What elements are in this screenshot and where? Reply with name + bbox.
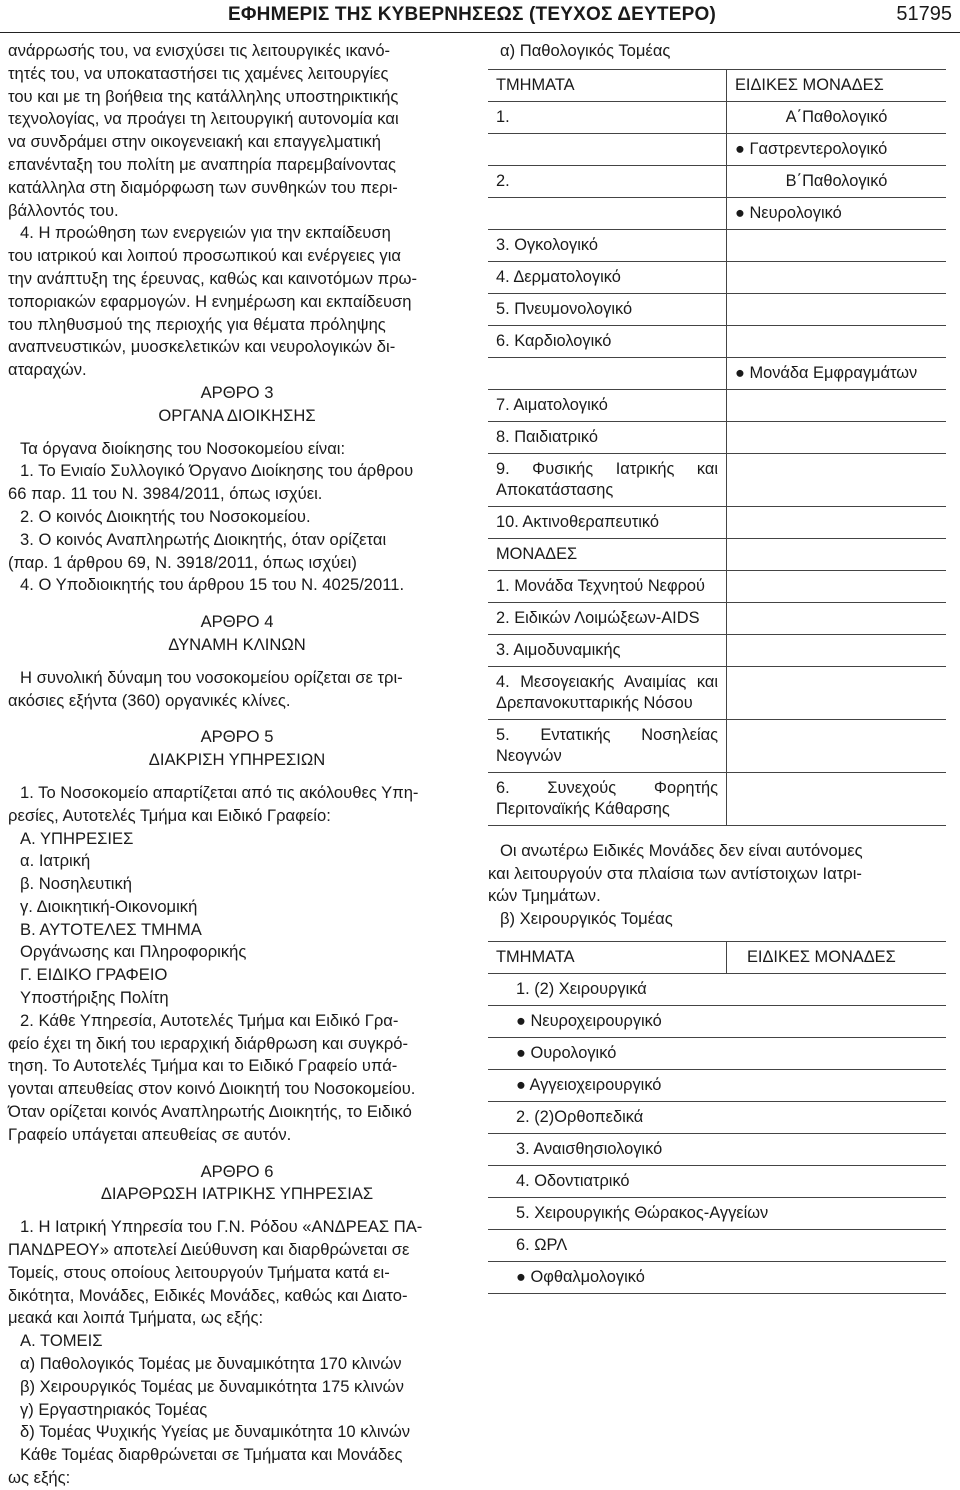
text-line: 4. Η προώθηση των ενεργειών για την εκπαίδευση xyxy=(20,223,391,243)
text-line: β) Χειρουργικός Τομέας με δυναμικότητα 175 κλινών xyxy=(20,1376,404,1396)
table-row xyxy=(488,506,946,538)
table-row xyxy=(488,1229,946,1261)
article-5-title: ΑΡΘΡΟ 5 xyxy=(200,727,274,747)
text-line: Γραφείο υπάγεται απευθείας σε αυτόν. xyxy=(8,1124,292,1144)
table-header-cell: ΤΜΗΜΑΤΑ xyxy=(488,69,727,101)
text-line: αναπνευστικών, μυοσκελετικών και νευρολογικών δι- xyxy=(8,337,396,357)
text-line: και λειτουργούν στα πλαίσια των αντίστοιχων Ιατρι- xyxy=(488,863,862,883)
text-line: μεακά και λοιπά Τμήματα, ως εξής: xyxy=(8,1308,264,1328)
text-line: Η συνολική δύναμη του νοσοκομείου ορίζεται σε τρι- xyxy=(20,667,403,687)
article-5-subtitle: ΔΙΑΚΡΙΣΗ ΥΠΗΡΕΣΙΩΝ xyxy=(148,750,326,770)
table-cell: ● Αγγειοχειρουργικό xyxy=(488,1069,946,1101)
table-cell xyxy=(727,634,947,666)
table-cell: Β΄Παθολογικό xyxy=(727,165,947,197)
table-cell: 1. xyxy=(488,101,727,133)
table-cell xyxy=(727,325,947,357)
table-header-cell: ΤΜΗΜΑΤΑ xyxy=(488,941,727,973)
table-row xyxy=(488,1197,946,1229)
table-cell: Α΄Παθολογικό xyxy=(727,101,947,133)
article-3-body xyxy=(8,438,466,598)
paragraph-education xyxy=(8,222,466,382)
text-line: α) Παθολογικός Τομέας με δυναμικότητα 170 κλινών xyxy=(20,1354,402,1374)
text-line: 4. Ο Υποδιοικητής του άρθρου 15 του Ν. 4025/2011. xyxy=(20,575,405,595)
table-cell xyxy=(727,453,947,506)
table-cell: ● Γαστρεντερολογικό xyxy=(727,133,947,165)
text-line: ως εξής: xyxy=(8,1468,71,1488)
text-line: γ. Διοικητική-Οικονομική xyxy=(20,896,198,916)
text-line: 2. Κάθε Υπηρεσία, Αυτοτελές Τμήμα και Ειδικό Γρα- xyxy=(20,1010,399,1030)
table-cell: 9. Φυσικής Ιατρικής και Αποκατάστασης xyxy=(488,453,727,506)
table-cell: 4. Οδοντιατρικό xyxy=(488,1165,946,1197)
paragraph-rehab xyxy=(8,40,466,222)
text-line: Όταν ορίζεται κοινός Αναπληρωτής Διοικητής, το Ειδικό xyxy=(8,1102,412,1122)
table-row xyxy=(488,1165,946,1197)
page-header xyxy=(0,0,960,33)
table-row xyxy=(488,602,946,634)
text-line: Α. ΥΠΗΡΕΣΙΕΣ xyxy=(20,828,134,848)
table-row xyxy=(488,165,946,197)
table-row xyxy=(488,293,946,325)
text-line: 1. Η Ιατρική Υπηρεσία του Γ.Ν. Ρόδου «ΑΝΔΡΕΑΣ ΠΑ- xyxy=(20,1217,423,1237)
text-line: του πληθυσμού της περιοχής για θέματα πρόληψης xyxy=(8,314,386,334)
article-5-body xyxy=(8,782,466,1147)
table-row xyxy=(488,1037,946,1069)
table-header-row xyxy=(488,69,946,101)
special-units-note xyxy=(488,840,950,908)
table-cell xyxy=(727,538,947,570)
table-cell xyxy=(488,197,727,229)
table-row xyxy=(488,1261,946,1293)
text-line: γ) Εργαστηριακός Τομέας xyxy=(20,1399,208,1419)
text-line: α. Ιατρική xyxy=(20,851,91,871)
table-cell xyxy=(727,602,947,634)
table-cell xyxy=(727,506,947,538)
table-row xyxy=(488,421,946,453)
article-6-title: ΑΡΘΡΟ 6 xyxy=(200,1161,274,1181)
text-line: τηση. Το Αυτοτελές Τμήμα και το Ειδικό Γραφείο υπά- xyxy=(8,1056,398,1076)
table-cell: 5. Εντατικής Νοσηλείας Νεογνών xyxy=(488,719,727,772)
page-number: 51795 xyxy=(896,3,952,25)
article-6-subtitle: ΔΙΑΡΘΡΩΣΗ ΙΑΤΡΙΚΗΣ ΥΠΗΡΕΣΙΑΣ xyxy=(100,1184,374,1204)
table-cell: 2. Ειδικών Λοιμώξεων-AIDS xyxy=(488,602,727,634)
text-line: δ) Τομέας Ψυχικής Υγείας με δυναμικότητα 10 κλινών xyxy=(20,1422,411,1442)
gazette-title: ΕΦΗΜΕΡΙΣ ΤΗΣ ΚΥΒΕΡΝΗΣΕΩΣ (ΤΕΥΧΟΣ ΔΕΥΤΕΡΟ) xyxy=(228,4,716,25)
pathology-sector-table xyxy=(488,69,946,826)
table-row xyxy=(488,570,946,602)
table-cell: 7. Αιματολογικό xyxy=(488,389,727,421)
table-cell xyxy=(727,719,947,772)
text-line: 3. Ο κοινός Αναπληρωτής Διοικητής, όταν ορίζεται xyxy=(20,529,387,549)
table-cell: 2. xyxy=(488,165,727,197)
table-header-cell: ΕΙΔΙΚΕΣ ΜΟΝΑΔΕΣ xyxy=(727,69,947,101)
table-cell xyxy=(488,357,727,389)
text-line: 2. Ο κοινός Διοικητής του Νοσοκομείου. xyxy=(20,506,311,526)
text-line: Τομείς, στους οποίους λειτουργούν Τμήματα κατά ει- xyxy=(8,1262,390,1282)
text-line: τοποριακών εφαρμογών. Η ενημέρωση και εκπαίδευση xyxy=(8,291,412,311)
article-3-title: ΑΡΘΡΟ 3 xyxy=(200,382,274,402)
text-line: φείο έχει τη δική του ιεραρχική διάρθρωση και συγκρό- xyxy=(8,1033,409,1053)
text-line: ρεσίες, Αυτοτελές Τμήμα και Ειδικό Γραφείο: xyxy=(8,805,331,825)
table-header-row xyxy=(488,941,946,973)
table-cell xyxy=(488,133,727,165)
text-line: κατάλληλα στη διαμόρφωση των συνθηκών του περι- xyxy=(8,177,398,197)
text-line: Γ. ΕΙΔΙΚΟ ΓΡΑΦΕΙΟ xyxy=(20,965,168,985)
table-row xyxy=(488,666,946,719)
text-line: (παρ. 1 άρθρου 69, Ν. 3918/2011, όπως ισχύει) xyxy=(8,552,357,572)
table-row xyxy=(488,101,946,133)
table-row xyxy=(488,634,946,666)
table-row xyxy=(488,772,946,825)
table-row xyxy=(488,1005,946,1037)
table-header-cell: ΕΙΔΙΚΕΣ ΜΟΝΑΔΕΣ xyxy=(727,941,947,973)
table-row xyxy=(488,389,946,421)
text-line: επανένταξη του πολίτη με αναπηρία παρεμβαίνοντας xyxy=(8,154,396,174)
text-line: Β. ΑΥΤΟΤΕΛΕΣ ΤΜΗΜΑ xyxy=(20,919,202,939)
text-line: Α. ΤΟΜΕΙΣ xyxy=(20,1331,103,1351)
surgical-sector-table xyxy=(488,941,946,1294)
text-line: Τα όργανα διοίκησης του Νοσοκομείου είναι: xyxy=(20,438,346,458)
table-cell: 10. Ακτινοθεραπευτικό xyxy=(488,506,727,538)
text-line: του ιατρικού και λοιπού προσωπικού και ενέργειες για xyxy=(8,246,401,266)
table-row xyxy=(488,133,946,165)
table-cell: 3. Ογκολογικό xyxy=(488,229,727,261)
table-cell: ● Νευροχειρουργικό xyxy=(488,1005,946,1037)
table-row xyxy=(488,325,946,357)
text-line: Οι ανωτέρω Ειδικές Μονάδες δεν είναι αυτόνομες xyxy=(500,840,863,860)
section-b-title: β) Χειρουργικός Τομέας xyxy=(500,909,673,929)
table-cell: ● Οφθαλμολογικό xyxy=(488,1261,946,1293)
text-line: την ανάπτυξη της έρευνας, καθώς και καινοτόμων πρω- xyxy=(8,268,418,288)
text-line: ανάρρωσής του, να ενισχύσει τις λειτουργικές ικανό- xyxy=(8,41,391,60)
table-cell: 4. Δερματολογικό xyxy=(488,261,727,293)
table-cell: ● Ουρολογικό xyxy=(488,1037,946,1069)
table-cell: 6. Συνεχούς Φορητής Περιτοναϊκής Κάθαρσης xyxy=(488,772,727,825)
table-row xyxy=(488,1101,946,1133)
table-row xyxy=(488,453,946,506)
text-line: Οργάνωσης και Πληροφορικής xyxy=(20,942,247,962)
left-column xyxy=(8,40,466,1490)
table-cell xyxy=(727,293,947,325)
table-cell: ΜΟΝΑΔΕΣ xyxy=(488,538,727,570)
table-row xyxy=(488,1133,946,1165)
table-row xyxy=(488,719,946,772)
table-cell xyxy=(727,666,947,719)
article-3-subtitle: ΟΡΓΑΝΑ ΔΙΟΙΚΗΣΗΣ xyxy=(158,405,316,425)
text-line: τητές του, να υποκαταστήσει τις χαμένες λειτουργίες xyxy=(8,63,389,83)
text-line: βάλλοντός του. xyxy=(8,200,119,220)
article-4-body xyxy=(8,667,466,713)
table-cell: 6. Καρδιολογικό xyxy=(488,325,727,357)
table-cell xyxy=(727,570,947,602)
text-line: του και με τη βοήθεια της κατάλληλης υποστηρικτικής xyxy=(8,86,399,106)
text-line: 66 παρ. 11 του Ν. 3984/2011, όπως ισχύει. xyxy=(8,484,323,504)
table-cell xyxy=(727,229,947,261)
article-4-subtitle: ΔΥΝΑΜΗ ΚΛΙΝΩΝ xyxy=(168,634,306,654)
text-line: β. Νοσηλευτική xyxy=(20,874,132,894)
table-cell: ● Νευρολογικό xyxy=(727,197,947,229)
table-cell: 1. (2) Χειρουργικά xyxy=(488,973,946,1005)
text-line: να συνδράμει στην οικογενειακή και επαγγελματική xyxy=(8,132,382,152)
article-4-title: ΑΡΘΡΟ 4 xyxy=(200,612,274,632)
article-6-body xyxy=(8,1216,466,1490)
table-cell xyxy=(727,261,947,293)
table-row xyxy=(488,261,946,293)
table-cell: 6. ΩΡΛ xyxy=(488,1229,946,1261)
table-row xyxy=(488,973,946,1005)
table-row xyxy=(488,538,946,570)
text-line: γονται απευθείας στον κοινό Διοικητή του Νοσοκομείου. xyxy=(8,1079,416,1099)
section-a-title: α) Παθολογικός Τομέας xyxy=(500,41,671,60)
table-cell: 5. Πνευμονολογικό xyxy=(488,293,727,325)
table-cell xyxy=(727,389,947,421)
table-cell: 5. Χειρουργικής Θώρακος-Αγγείων xyxy=(488,1197,946,1229)
table-cell xyxy=(727,772,947,825)
table-cell: 8. Παιδιατρικό xyxy=(488,421,727,453)
text-line: τεχνολογίας, να προάγει τη λειτουργική αυτονομία και xyxy=(8,109,399,129)
right-column xyxy=(488,40,950,1294)
table-cell xyxy=(727,421,947,453)
text-line: ακόσιες εξήντα (360) οργανικές κλίνες. xyxy=(8,690,291,710)
table-cell: 4. Μεσογειακής Αναιμίας και Δρεπανοκυτταρικής Νόσου xyxy=(488,666,727,719)
text-line: δικότητα, Μονάδες, Ειδικές Μονάδες, καθώς και Διατο- xyxy=(8,1285,408,1305)
text-line: αταραχών. xyxy=(8,360,87,380)
text-line: κών Τμημάτων. xyxy=(488,886,601,906)
table-row xyxy=(488,357,946,389)
table-row xyxy=(488,229,946,261)
table-row xyxy=(488,1069,946,1101)
table-cell: 1. Μονάδα Τεχνητού Νεφρού xyxy=(488,570,727,602)
table-cell: 3. Αιμοδυναμικής xyxy=(488,634,727,666)
text-line: 1. Το Νοσοκομείο απαρτίζεται από τις ακόλουθες Υπη- xyxy=(20,782,419,802)
text-line: Κάθε Τομέας διαρθρώνεται σε Τμήματα και Μονάδες xyxy=(20,1445,403,1465)
table-cell: 2. (2)Ορθοπεδικά xyxy=(488,1101,946,1133)
text-line: ΠΑΝΔΡΕΟΥ» αποτελεί Διεύθυνση και διαρθρώνεται σε xyxy=(8,1240,410,1260)
text-line: Υποστήριξης Πολίτη xyxy=(20,988,169,1008)
text-line: 1. Το Ενιαίο Συλλογικό Όργανο Διοίκησης του άρθρου xyxy=(20,461,414,481)
table-cell: 3. Αναισθησιολογικό xyxy=(488,1133,946,1165)
table-cell: ● Μονάδα Εμφραγμάτων xyxy=(727,357,947,389)
table-row xyxy=(488,197,946,229)
